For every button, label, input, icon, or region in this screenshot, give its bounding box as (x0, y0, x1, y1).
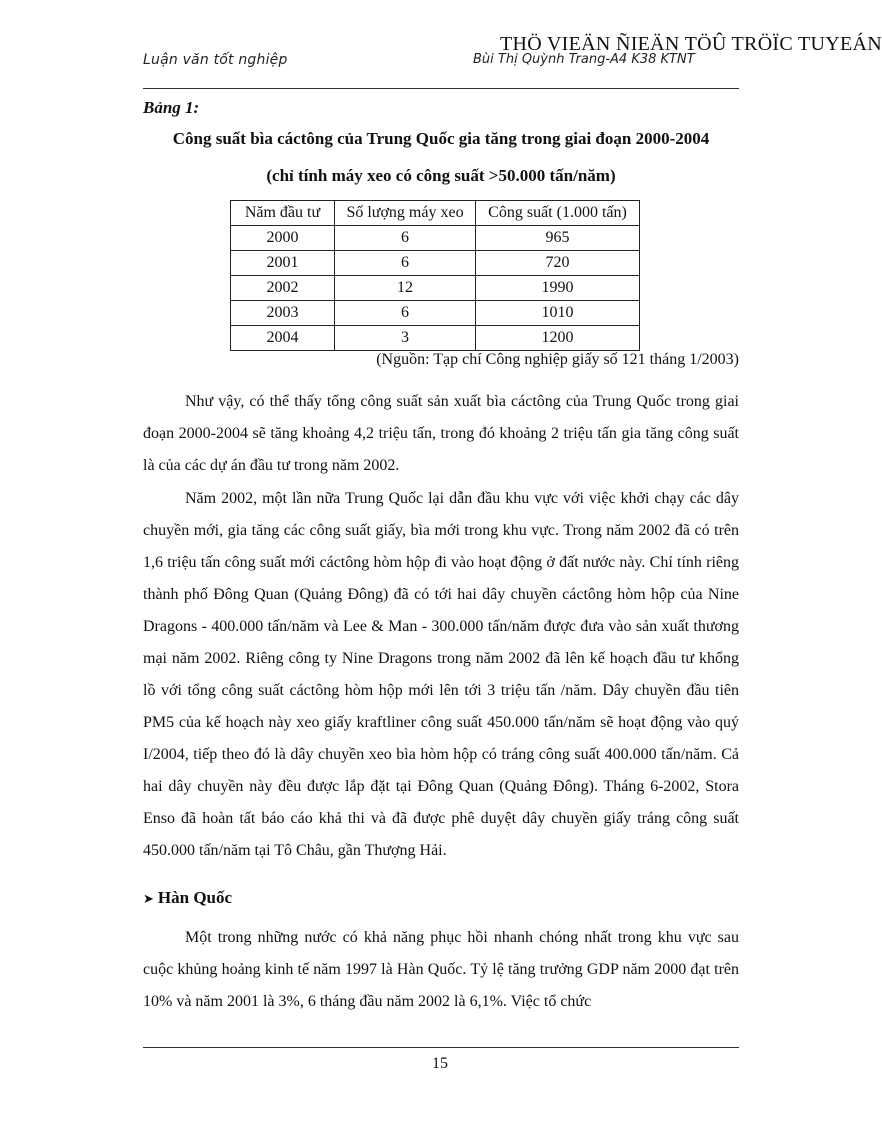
table-cell: 965 (476, 226, 640, 251)
footer-rule (143, 1047, 739, 1048)
table-cell: 2002 (231, 276, 335, 301)
table-row (231, 301, 640, 326)
table-cell: 12 (335, 276, 476, 301)
table-row (231, 326, 640, 351)
table-source: (Nguồn: Tạp chí Công nghiệp giấy số 121 tháng 1/2003) (376, 351, 739, 368)
table-cell: 2000 (231, 226, 335, 251)
table-cell: 2003 (231, 301, 335, 326)
table-cell: 6 (335, 301, 476, 326)
header-cell-capacity: Công suất (1.000 tấn) (476, 201, 640, 226)
capacity-table (230, 200, 640, 351)
header-cell-machines: Số lượng máy xeo (335, 201, 476, 226)
header-author-text: Bùi Thị Quỳnh Trang-A4 K38 KTNT (473, 52, 695, 67)
header-rule (143, 88, 739, 89)
table-cell: 1010 (476, 301, 640, 326)
body-paragraph: Như vậy, có thể thấy tổng công suất sản xuất bìa cáctông của Trung Quốc trong giai đoạn 2000-2004 sẽ tăng khoảng 4,2 triệu tấn, trong đó khoảng 2 triệu tấn gia tăng công suất là của các dự án đầu tư trong năm 2002. (143, 393, 739, 474)
table-cell: 2004 (231, 326, 335, 351)
table-subtitle: (chỉ tính máy xeo có công suất >50.000 tấn/năm) (266, 166, 616, 185)
table-row (231, 276, 640, 301)
table-title: Công suất bìa cáctông của Trung Quốc gia tăng trong giai đoạn 2000-2004 (172, 129, 710, 148)
table-label: Bảng 1: (143, 98, 200, 117)
table-cell: 6 (335, 251, 476, 276)
table-cell: 3 (335, 326, 476, 351)
table-cell: 1990 (476, 276, 640, 301)
table-cell: 1200 (476, 326, 640, 351)
page-number: 15 (432, 1055, 448, 1072)
header-left-text: Luận văn tốt nghiệp (143, 52, 288, 68)
body-paragraph: Một trong những nước có khả năng phục hồi nhanh chóng nhất trong khu vực sau cuộc khủng hoảng kinh tế năm 1997 là Hàn Quốc. Tỷ lệ tăng trưởng GDP năm 2000 đạt trên 10% và năm 2001 là 3%, 6 tháng đầu năm 2002 là 6,1%. Việc tổ chức (143, 929, 739, 1010)
arrow-bullet-icon: ➤ (143, 892, 154, 907)
table-header-row (231, 201, 640, 226)
table-row (231, 226, 640, 251)
section-heading (143, 888, 232, 908)
table-cell: 2001 (231, 251, 335, 276)
table-cell: 6 (335, 226, 476, 251)
table-cell: 720 (476, 251, 640, 276)
header-cell-year: Năm đầu tư (231, 201, 335, 226)
section-heading-text: Hàn Quốc (157, 888, 233, 907)
body-paragraph: Năm 2002, một lần nữa Trung Quốc lại dẫn đầu khu vực với việc khởi chạy các dây chuyền mới, gia tăng các công suất giấy, bìa mới trong khu vực. Trong năm 2002 đã có trên 1,6 triệu tấn công suất mới cáctông hòm hộp đi vào hoạt động ở đất nước này. Chỉ tính riêng thành phố Đông Quan (Quảng Đông) đã có tới hai dây chuyền cáctông hòm hộp của Nine Dragons - 400.000 tấn/năm và Lee & Man - 300.000 tấn/năm được đưa vào sản xuất thương mại năm 2002. Riêng công ty Nine Dragons trong năm 2002 đã lên kế hoạch đầu tư khổng lồ với tổng công suất cáctông hòm hộp mới lên tới 3 triệu tấn /năm. Dây chuyền đầu tiên PM5 của kế hoạch này xeo giấy kraftliner công suất 450.000 tấn/năm sẽ hoạt động vào quý I/2004, tiếp theo đó là dây chuyền xeo bìa hòm hộp có tráng công suất 400.000 tấn/năm. Cả hai dây chuyền này đều được lắp đặt tại Đông Quan (Quảng Đông). Tháng 6-2002, Stora Enso đã hoàn tất báo cáo khả thi và đã được phê duyệt dây chuyền giấy tráng công suất 450.000 tấn/năm tại Tô Châu, gần Thượng Hải. (143, 490, 739, 859)
table-row (231, 251, 640, 276)
watermark-text: THÖ VIEÄN ÑIEÄN TÖÛ TRÖÏC TUYEÁN (500, 33, 882, 55)
